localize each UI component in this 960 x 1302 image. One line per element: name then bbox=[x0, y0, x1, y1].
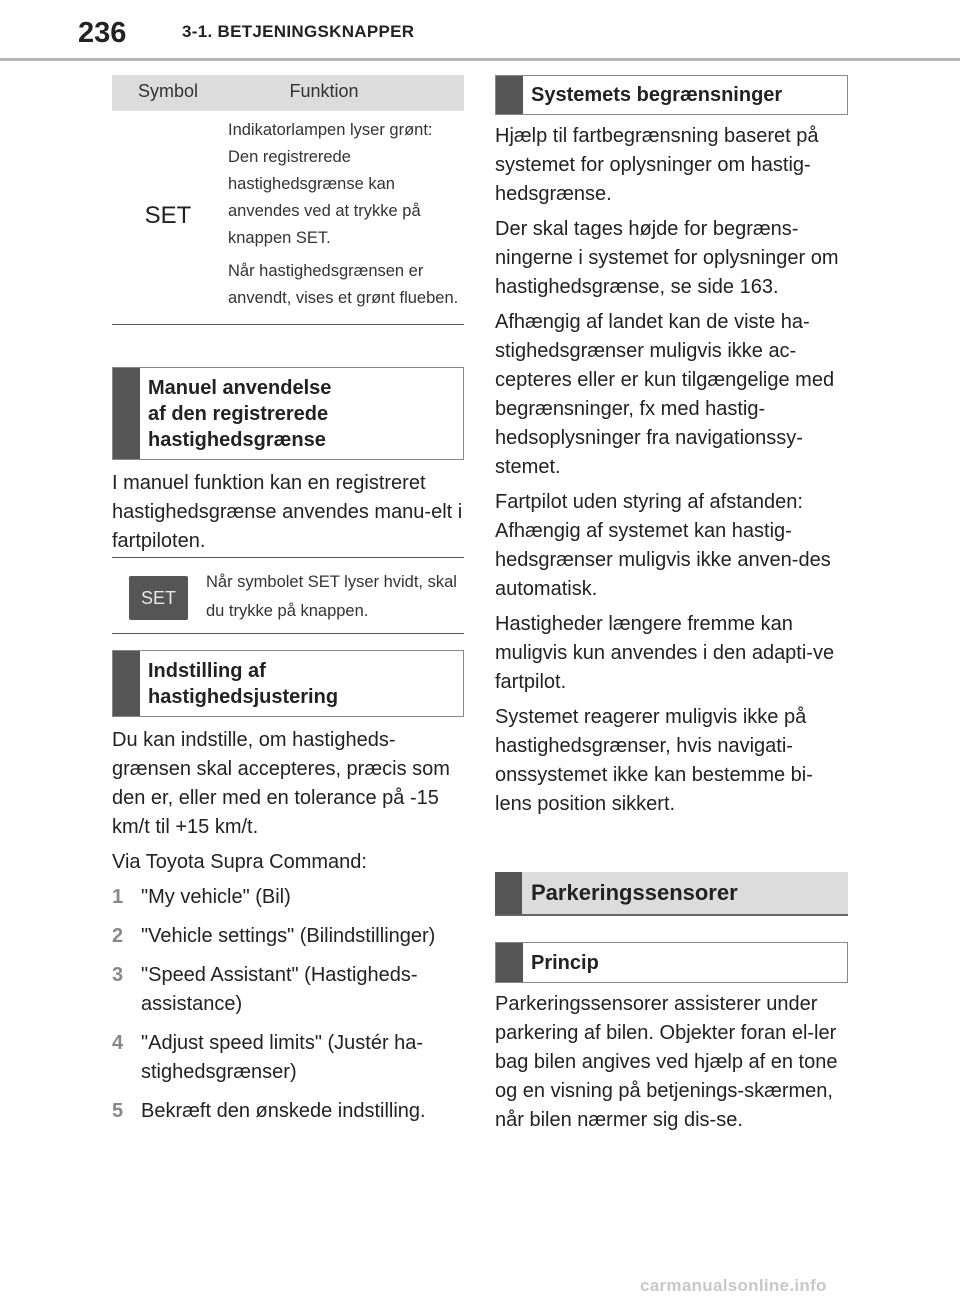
limits-text-2: Der skal tages højde for begræns-ningerne i systemet for oplysninger om hastighedsgrænse, se side 163. bbox=[495, 218, 839, 298]
setting-heading-line-2: hastighedsjustering bbox=[148, 685, 339, 708]
parking-heading-box bbox=[495, 872, 848, 916]
divider bbox=[112, 633, 464, 634]
step-number: 3 bbox=[112, 964, 124, 986]
step-text: "My vehicle" (Bil) bbox=[141, 886, 291, 908]
limits-text-block bbox=[495, 122, 848, 825]
set-symbol: SET bbox=[144, 201, 192, 229]
limits-text-5: Hastigheder længere fremme kan muligvis kun anvendes i den adapti-ve fartpilot. bbox=[495, 613, 835, 693]
setting-text: Du kan indstille, om hastigheds-grænsen skal accepteres, præcis som den er, eller med en tolerance på -15 km/t til +15 km/t. bbox=[112, 729, 450, 838]
heading-bar bbox=[113, 368, 140, 459]
manual-heading-box bbox=[112, 367, 464, 460]
limits-text-6: Systemet reagerer muligvis ikke på hastighedsgrænser, hvis navigati-onssystemet ikke kan bestemme bi-lens position sikkert. bbox=[495, 706, 813, 815]
list-item bbox=[112, 883, 464, 912]
principle-heading: Princip bbox=[531, 951, 599, 974]
heading-bar bbox=[496, 76, 523, 114]
page-number: 236 bbox=[78, 17, 127, 49]
table-header bbox=[112, 75, 464, 111]
principle-heading-box bbox=[495, 942, 848, 983]
manual-text: I manuel funktion kan en registreret hastighedsgrænse anvendes manu-elt i fartpiloten. bbox=[112, 472, 463, 552]
step-number: 4 bbox=[112, 1032, 124, 1054]
principle-text-block bbox=[495, 990, 848, 1141]
step-number: 5 bbox=[112, 1100, 124, 1122]
table-header-function: Funktion bbox=[289, 81, 359, 101]
step-text: "Vehicle settings" (Bilindstillinger) bbox=[141, 925, 436, 947]
setting-heading-box bbox=[112, 650, 464, 717]
function-cell bbox=[224, 111, 464, 312]
list-item bbox=[112, 961, 464, 1019]
steps-list bbox=[112, 883, 464, 1136]
heading-bar bbox=[495, 872, 522, 914]
setting-heading bbox=[140, 651, 338, 716]
setting-heading-line-1: Indstilling af bbox=[148, 659, 266, 682]
via-text: Via Toyota Supra Command: bbox=[112, 851, 367, 873]
step-text: "Adjust speed limits" (Justér ha-stighedsgrænser) bbox=[141, 1032, 424, 1083]
set-note: Når symbolet SET lyser hvidt, skal du trykke på knappen. bbox=[206, 573, 457, 620]
function-text-1: Indikatorlampen lyser grønt: Den registrerede hastighedsgrænse kan anvendes ved at trykke på knappen SET. bbox=[228, 121, 433, 247]
list-item bbox=[112, 1029, 464, 1087]
heading-bar bbox=[496, 943, 523, 982]
limits-heading: Systemets begrænsninger bbox=[531, 84, 783, 106]
step-number: 2 bbox=[112, 925, 124, 947]
function-text-2: Når hastighedsgrænsen er anvendt, vises et grønt flueben. bbox=[228, 262, 459, 307]
divider bbox=[112, 557, 464, 558]
symbol-table bbox=[112, 75, 464, 325]
limits-text-3: Afhængig af landet kan de viste ha-stighedsgrænser muligvis ikke ac-cepteres eller er kun tilgængelige med begrænsninger, fx med hastig-hedsoplysninger fra navigationssy-stemet. bbox=[495, 311, 835, 478]
list-item bbox=[112, 922, 464, 951]
limits-text-4: Fartpilot uden styring af afstanden: Afhængig af systemet kan hastig-hedsgrænser muligvis ikke anven-des automatisk. bbox=[495, 491, 831, 600]
watermark: carmanualsonline.info bbox=[640, 1276, 827, 1295]
table-header-symbol: Symbol bbox=[137, 81, 199, 101]
parking-heading: Parkeringssensorer bbox=[531, 880, 738, 905]
list-item bbox=[112, 1097, 464, 1126]
heading-bar bbox=[113, 651, 140, 716]
manual-text-block bbox=[112, 469, 464, 562]
set-button-icon: SET bbox=[129, 576, 188, 620]
principle-text: Parkeringssensorer assisterer under parkering af bilen. Objekter foran el-ler bag bilen angives ved hjælp af en tone og en visning på betjenings-skærmen, når bilen nærmer sig dis-se. bbox=[495, 993, 838, 1131]
header-rule bbox=[0, 58, 960, 61]
manual-heading-line-2: af den registrerede bbox=[148, 402, 329, 425]
limits-text-1: Hjælp til fartbegrænsning baseret på systemet for oplysninger om hastig-hedsgrænse. bbox=[495, 125, 819, 205]
step-number: 1 bbox=[112, 886, 124, 908]
manual-heading-line-1: Manuel anvendelse bbox=[148, 376, 332, 399]
section-title: 3-1. BETJENINGSKNAPPER bbox=[182, 22, 415, 41]
step-text: "Speed Assistant" (Hastigheds-assistance) bbox=[141, 964, 418, 1015]
limits-heading-box bbox=[495, 75, 848, 115]
table-row bbox=[112, 111, 464, 325]
manual-heading bbox=[140, 368, 331, 459]
manual-heading-line-3: hastighedsgrænse bbox=[148, 428, 326, 451]
setting-text-block bbox=[112, 726, 464, 883]
step-text: Bekræft den ønskede indstilling. bbox=[141, 1100, 426, 1122]
